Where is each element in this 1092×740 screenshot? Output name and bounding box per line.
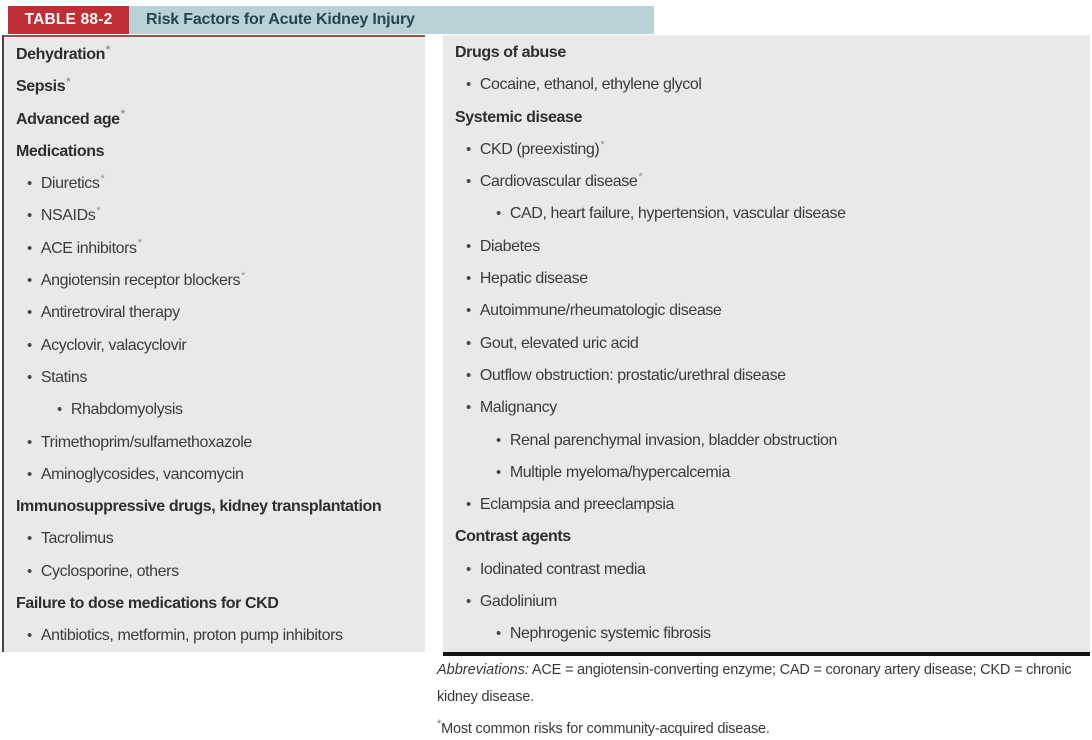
category-header [4, 588, 425, 620]
risk-item [443, 134, 1090, 166]
abbreviations-note [437, 657, 1073, 711]
risk-item [443, 554, 1090, 586]
footnote-asterisk: * [120, 108, 125, 121]
bullet-icon: • [496, 205, 501, 223]
footnote-asterisk: * [96, 205, 101, 218]
bullet-icon: • [27, 336, 32, 354]
risk-item [443, 295, 1090, 327]
risk-item [4, 168, 425, 200]
risk-item-label: Antibiotics, metformin, proton pump inhibitors [40, 627, 343, 645]
risk-item-label: Diuretics [40, 175, 100, 193]
risk-item [443, 166, 1090, 198]
bullet-icon: • [496, 625, 501, 643]
category-header [4, 104, 425, 136]
risk-item [4, 556, 425, 588]
bullet-icon: • [496, 431, 501, 449]
category-header-label: Medications [16, 142, 105, 160]
risk-item-label: Acyclovir, valacyclovir [40, 336, 187, 354]
bullet-icon: • [466, 593, 471, 611]
right-column [443, 35, 1090, 656]
table-header [8, 6, 654, 34]
bullet-icon: • [466, 270, 471, 288]
category-header-label: Contrast agents [455, 528, 571, 546]
category-header-label: Sepsis [16, 78, 66, 96]
bullet-icon: • [466, 399, 471, 417]
bullet-icon: • [27, 175, 32, 193]
risk-item-label: Cocaine, ethanol, ethylene glycol [479, 76, 702, 94]
risk-item-label: Tacrolimus [40, 530, 114, 548]
risk-item [443, 489, 1090, 521]
risk-item-label: Aminoglycosides, vancomycin [40, 465, 244, 483]
table-number-badge: TABLE 88-2 [8, 6, 129, 34]
risk-item-label: Autoimmune/rheumatologic disease [479, 302, 722, 320]
table-title-bar [129, 6, 654, 34]
bullet-icon: • [27, 627, 32, 645]
abbreviations-label: Abbreviations: [437, 662, 529, 678]
risk-item [443, 425, 1090, 457]
footnote-marker: * [437, 718, 442, 731]
category-header [443, 521, 1090, 553]
risk-item-label: Multiple myeloma/hypercalcemia [509, 463, 730, 481]
risk-item [443, 360, 1090, 392]
risk-item [4, 427, 425, 459]
risk-item [443, 328, 1090, 360]
category-header [4, 39, 425, 71]
bullet-icon: • [466, 366, 471, 384]
category-header-label: Drugs of abuse [455, 44, 566, 61]
category-header-label: Advanced age [16, 110, 120, 128]
risk-item [4, 459, 425, 491]
risk-item-label: ACE inhibitors [40, 239, 137, 257]
risk-item-label: Cyclosporine, others [40, 562, 179, 580]
risk-item-label: NSAIDs [40, 207, 96, 225]
bullet-icon: • [466, 560, 471, 578]
bullet-icon: • [27, 562, 32, 580]
risk-item-label: Iodinated contrast media [479, 560, 646, 578]
footnote-asterisk: * [100, 172, 105, 185]
risk-item-label: CAD, heart failure, hypertension, vascular disease [509, 205, 846, 223]
risk-item-label: Malignancy [479, 399, 557, 417]
bullet-icon: • [27, 433, 32, 451]
risk-item-label: Antiretroviral therapy [40, 304, 180, 322]
risk-item-label: Gout, elevated uric acid [479, 334, 639, 352]
risk-item [4, 233, 425, 265]
table-title: Risk Factors for Acute Kidney Injury [146, 11, 415, 28]
risk-item [4, 362, 425, 394]
risk-item [443, 69, 1090, 101]
risk-item-label: Statins [40, 368, 87, 386]
bullet-icon: • [466, 496, 471, 514]
abbreviations-text: ACE = angiotensin-converting enzyme; CAD = coronary artery disease; CKD = chronic kidney disease. [437, 662, 1072, 705]
risk-item [443, 392, 1090, 424]
risk-item [443, 231, 1090, 263]
footnote-asterisk: * [241, 269, 246, 282]
bullet-icon: • [27, 207, 32, 225]
bullet-icon: • [466, 302, 471, 320]
footnote-text: Most common risks for community-acquired disease. [441, 721, 770, 737]
bullet-icon: • [466, 173, 471, 191]
risk-item-label: Hepatic disease [479, 270, 588, 288]
footnote-asterisk: * [105, 43, 111, 56]
category-header [4, 136, 425, 168]
risk-item-label: Outflow obstruction: prostatic/urethral disease [479, 366, 786, 384]
left-column [2, 35, 425, 652]
bullet-icon: • [466, 334, 471, 352]
bullet-icon: • [466, 76, 471, 94]
risk-item-label: CKD (preexisting) [479, 140, 600, 158]
category-header-label: Failure to dose medications for CKD [16, 595, 279, 613]
risk-item-label: Rhabdomyolysis [70, 401, 183, 419]
risk-item [4, 265, 425, 297]
risk-item-label: Diabetes [479, 237, 540, 255]
risk-item-label: Cardiovascular disease [479, 173, 638, 191]
risk-item-label: Eclampsia and preeclampsia [479, 496, 675, 514]
bullet-icon: • [27, 368, 32, 386]
category-header-label: Systemic disease [455, 108, 583, 126]
bullet-icon: • [466, 237, 471, 255]
risk-item [4, 523, 425, 555]
category-header [443, 37, 1090, 69]
risk-item [443, 586, 1090, 618]
risk-item [4, 394, 425, 426]
risk-item [4, 330, 425, 362]
table-footnotes [437, 657, 1073, 737]
footnote-asterisk: * [638, 170, 643, 183]
risk-item [443, 198, 1090, 230]
category-header [4, 491, 425, 523]
bullet-icon: • [496, 463, 501, 481]
bullet-icon: • [27, 272, 32, 290]
bullet-icon: • [57, 401, 62, 419]
footnote-asterisk: * [66, 75, 71, 88]
risk-item-label: Renal parenchymal invasion, bladder obstruction [509, 431, 838, 449]
risk-item [443, 457, 1090, 489]
risk-item [4, 297, 425, 329]
footnote-asterisk: * [600, 138, 605, 151]
bullet-icon: • [27, 304, 32, 322]
bullet-icon: • [27, 530, 32, 548]
bullet-icon: • [27, 239, 32, 257]
risk-item-label: Nephrogenic systemic fibrosis [509, 625, 711, 643]
category-header [4, 71, 425, 103]
risk-item [443, 618, 1090, 650]
asterisk-footnote [437, 718, 1073, 737]
risk-item [443, 263, 1090, 295]
footnote-asterisk: * [137, 237, 142, 250]
category-header [443, 102, 1090, 134]
bullet-icon: • [27, 465, 32, 483]
bullet-icon: • [466, 140, 471, 158]
risk-item-label: Trimethoprim/sulfamethoxazole [40, 433, 252, 451]
risk-item-label: Angiotensin receptor blockers [40, 272, 241, 290]
category-header-label: Immunosuppressive drugs, kidney transplantation [16, 498, 382, 516]
category-header-label: Dehydration [16, 46, 105, 63]
risk-item-label: Gadolinium [479, 593, 557, 611]
risk-item [4, 620, 425, 652]
risk-item [4, 200, 425, 232]
